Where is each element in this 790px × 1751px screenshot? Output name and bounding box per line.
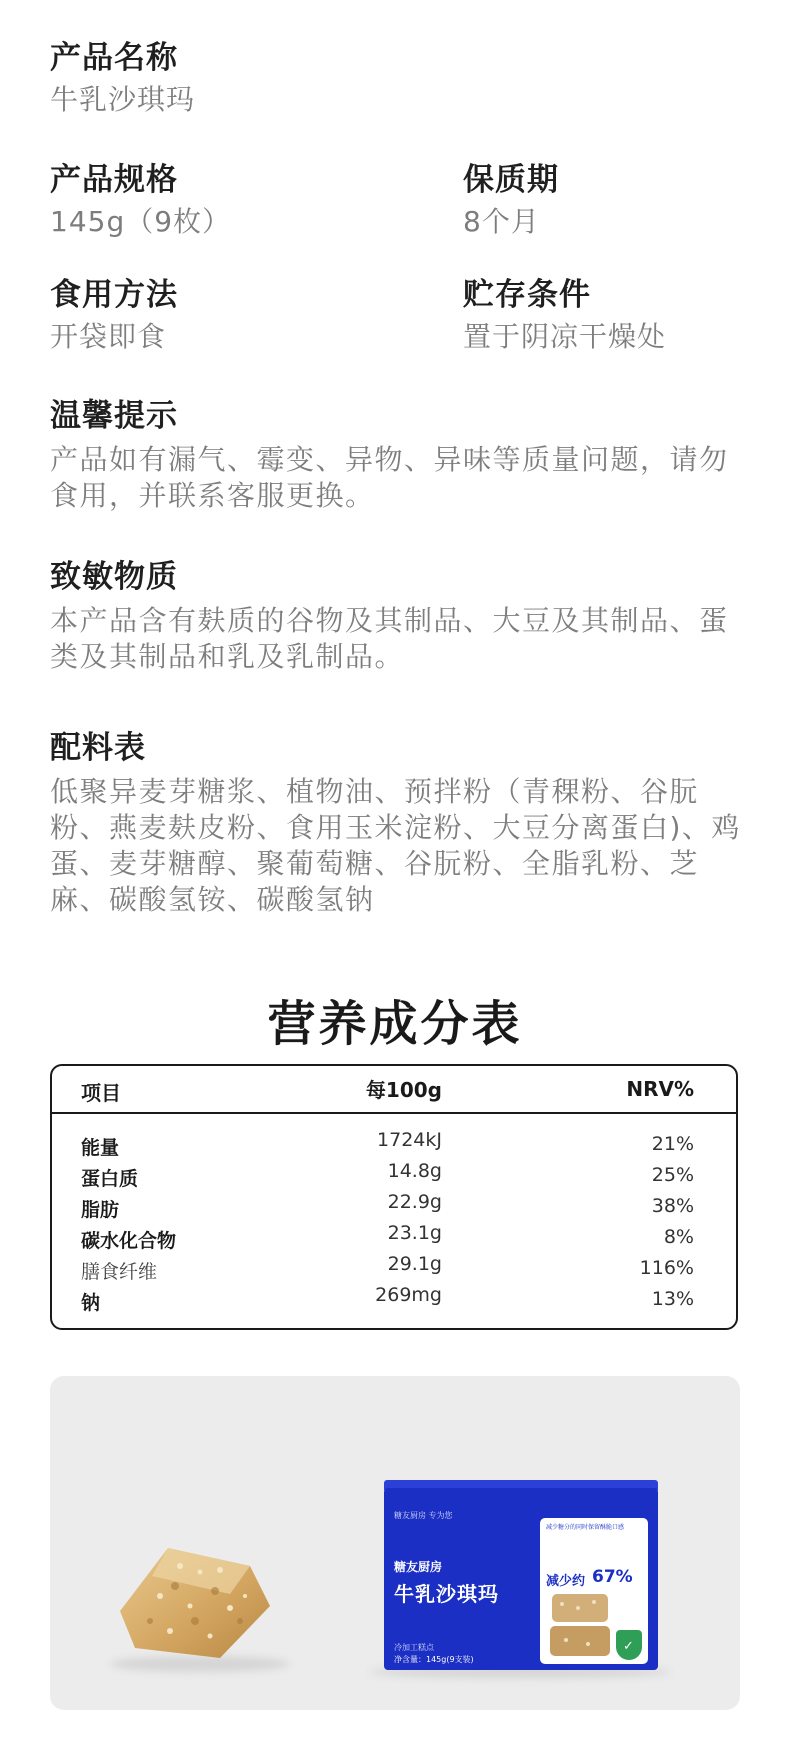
usage-section xyxy=(50,275,178,355)
row-nrv: 25% xyxy=(651,1164,694,1186)
allergen-text: 本产品含有麸质的谷物及其制品、大豆及其制品、蛋类及其制品和乳及乳制品。 xyxy=(50,604,729,673)
row-name: 钠 xyxy=(81,1292,101,1314)
reduce-percent: 67% xyxy=(592,1567,633,1587)
package-net-info: 冷加工糕点 xyxy=(394,1643,434,1652)
shelf-life-label: 保质期 xyxy=(463,162,559,198)
row-name: 膳食纤维 xyxy=(81,1261,158,1283)
header-item: 项目 xyxy=(81,1081,121,1105)
row-nrv: 116% xyxy=(639,1257,694,1279)
shelf-life-section xyxy=(463,160,559,240)
sachima-thumbnail-image xyxy=(548,1590,614,1660)
nutrition-table xyxy=(50,1064,738,1330)
product-size-section xyxy=(50,160,231,240)
product-size-label: 产品规格 xyxy=(50,162,178,198)
panel-note: 减少糖分的同时保留酥脆口感 xyxy=(546,1524,625,1531)
product-name-section xyxy=(50,38,195,118)
header-per-100g: 每100g xyxy=(365,1078,442,1102)
shield-check-icon: ✓ xyxy=(616,1630,642,1660)
row-name: 脂肪 xyxy=(81,1199,120,1221)
row-value: 22.9g xyxy=(387,1191,442,1213)
row-value: 14.8g xyxy=(387,1160,442,1182)
sachima-snack-image xyxy=(100,1536,280,1666)
usage-label: 食用方法 xyxy=(50,277,178,313)
package-info-panel xyxy=(540,1518,648,1664)
product-name-label: 产品名称 xyxy=(50,40,178,76)
header-nrv: NRV% xyxy=(626,1077,694,1101)
row-value: 29.1g xyxy=(387,1253,442,1275)
package-box xyxy=(384,1488,658,1670)
allergen-label: 致敏物质 xyxy=(50,559,178,595)
reduce-label: 减少约 xyxy=(546,1574,586,1589)
package-brand: 糖友厨房 xyxy=(394,1560,443,1574)
row-value: 1724kJ xyxy=(377,1129,442,1151)
row-name: 蛋白质 xyxy=(81,1168,139,1190)
row-value: 269mg xyxy=(375,1284,442,1306)
storage-section xyxy=(463,275,666,355)
tips-text: 产品如有漏气、霉变、异物、异味等质量问题，请勿食用，并联系客服更换。 xyxy=(50,443,729,512)
row-nrv: 21% xyxy=(651,1133,694,1155)
allergen-section xyxy=(50,557,750,675)
nutrition-title: 营养成分表 xyxy=(267,996,523,1052)
ingredients-text: 低聚异麦芽糖浆、植物油、预拌粉（青稞粉、谷朊粉、燕麦麸皮粉、食用玉米淀粉、大豆分离蛋白)、鸡蛋、麦芽糖醇、聚葡萄糖、谷朊粉、全脂乳粉、芝麻、碳酸氢铵、碳酸氢钠 xyxy=(50,775,741,916)
nutrition-table-header xyxy=(52,1066,736,1114)
product-name-value: 牛乳沙琪玛 xyxy=(50,83,196,116)
product-size-value: 145g（9枚） xyxy=(50,205,232,238)
row-nrv: 13% xyxy=(651,1288,694,1310)
row-name: 碳水化合物 xyxy=(81,1230,177,1252)
storage-label: 贮存条件 xyxy=(463,277,591,313)
product-image-area xyxy=(50,1376,740,1710)
row-value: 23.1g xyxy=(387,1222,442,1244)
row-nrv: 38% xyxy=(651,1195,694,1217)
table-row xyxy=(52,1284,736,1319)
row-nrv: 8% xyxy=(663,1226,694,1248)
ingredients-section xyxy=(50,728,750,918)
usage-value: 开袋即食 xyxy=(50,320,167,353)
tips-section xyxy=(50,396,750,514)
shelf-life-value: 8个月 xyxy=(463,205,540,238)
row-name: 能量 xyxy=(81,1137,120,1159)
package-net-weight: 净含量：145g(9支装) xyxy=(394,1655,474,1664)
tips-label: 温馨提示 xyxy=(50,398,178,434)
package-product-name: 牛乳沙琪玛 xyxy=(394,1582,499,1606)
package-brand-small: 糖友厨房 专为您 xyxy=(394,1511,453,1520)
ingredients-label: 配料表 xyxy=(50,730,146,766)
storage-value: 置于阴凉干燥处 xyxy=(463,320,667,353)
